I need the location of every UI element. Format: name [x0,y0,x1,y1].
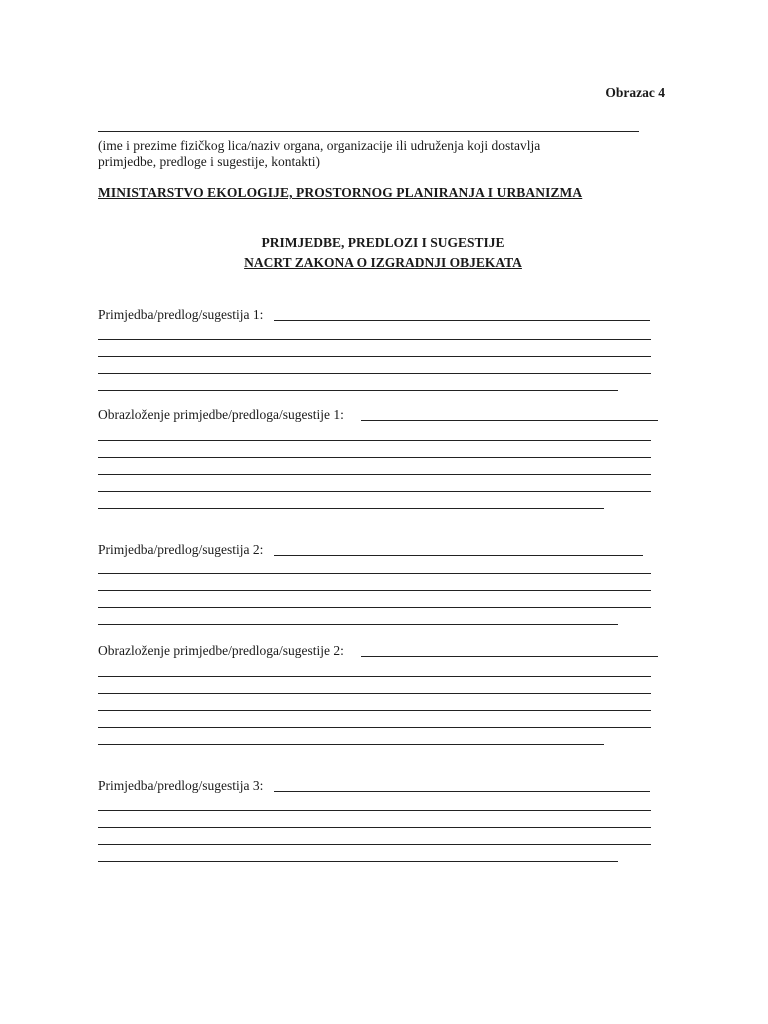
section-input-line[interactable] [361,656,658,657]
section-label-primjedba-3: Primjedba/predlog/sugestija 3: [98,778,264,793]
form-number: Obrazac 4 [605,85,665,100]
section-input-line[interactable] [98,339,651,340]
section-input-line[interactable] [98,693,651,694]
section-input-line[interactable] [98,827,651,828]
section-input-line[interactable] [98,573,651,574]
section-input-line[interactable] [98,861,618,862]
section-input-line[interactable] [98,356,651,357]
section-input-line[interactable] [98,607,651,608]
section-label-primjedba-2: Primjedba/predlog/sugestija 2: [98,542,264,557]
section-input-line[interactable] [98,727,651,728]
sender-input-line[interactable] [98,131,639,132]
section-input-line[interactable] [98,373,651,374]
section-label-obrazlozenje-1: Obrazloženje primjedbe/predloga/sugestije 1: [98,407,344,422]
section-input-line[interactable] [98,390,618,391]
section-input-line[interactable] [98,676,651,677]
section-label-obrazlozenje-2: Obrazloženje primjedbe/predloga/sugestije 2: [98,643,344,658]
section-label-primjedba-1: Primjedba/predlog/sugestija 1: [98,307,264,322]
section-input-line[interactable] [274,791,650,792]
section-input-line[interactable] [98,590,651,591]
form-title-line2: NACRT ZAKONA O IZGRADNJI OBJEKATA [244,255,522,270]
section-input-line[interactable] [98,508,604,509]
section-input-line[interactable] [98,474,651,475]
recipient-heading: MINISTARSTVO EKOLOGIJE, PROSTORNOG PLANIRANJA I URBANIZMA [98,185,583,200]
section-input-line[interactable] [98,810,651,811]
sender-caption-line2: primjedbe, predloge i sugestije, kontakti) [98,154,320,169]
form-title-line1: PRIMJEDBE, PREDLOZI I SUGESTIJE [261,235,505,250]
section-input-line[interactable] [361,420,658,421]
section-input-line[interactable] [274,555,643,556]
section-input-line[interactable] [98,440,651,441]
section-input-line[interactable] [98,844,651,845]
sender-caption-line1: (ime i prezime fizičkog lica/naziv organa, organizacije ili udruženja koji dostavlja [98,138,541,153]
section-input-line[interactable] [98,491,651,492]
section-input-line[interactable] [98,457,651,458]
section-input-line[interactable] [98,624,618,625]
section-input-line[interactable] [98,710,651,711]
section-input-line[interactable] [98,744,604,745]
section-input-line[interactable] [274,320,650,321]
